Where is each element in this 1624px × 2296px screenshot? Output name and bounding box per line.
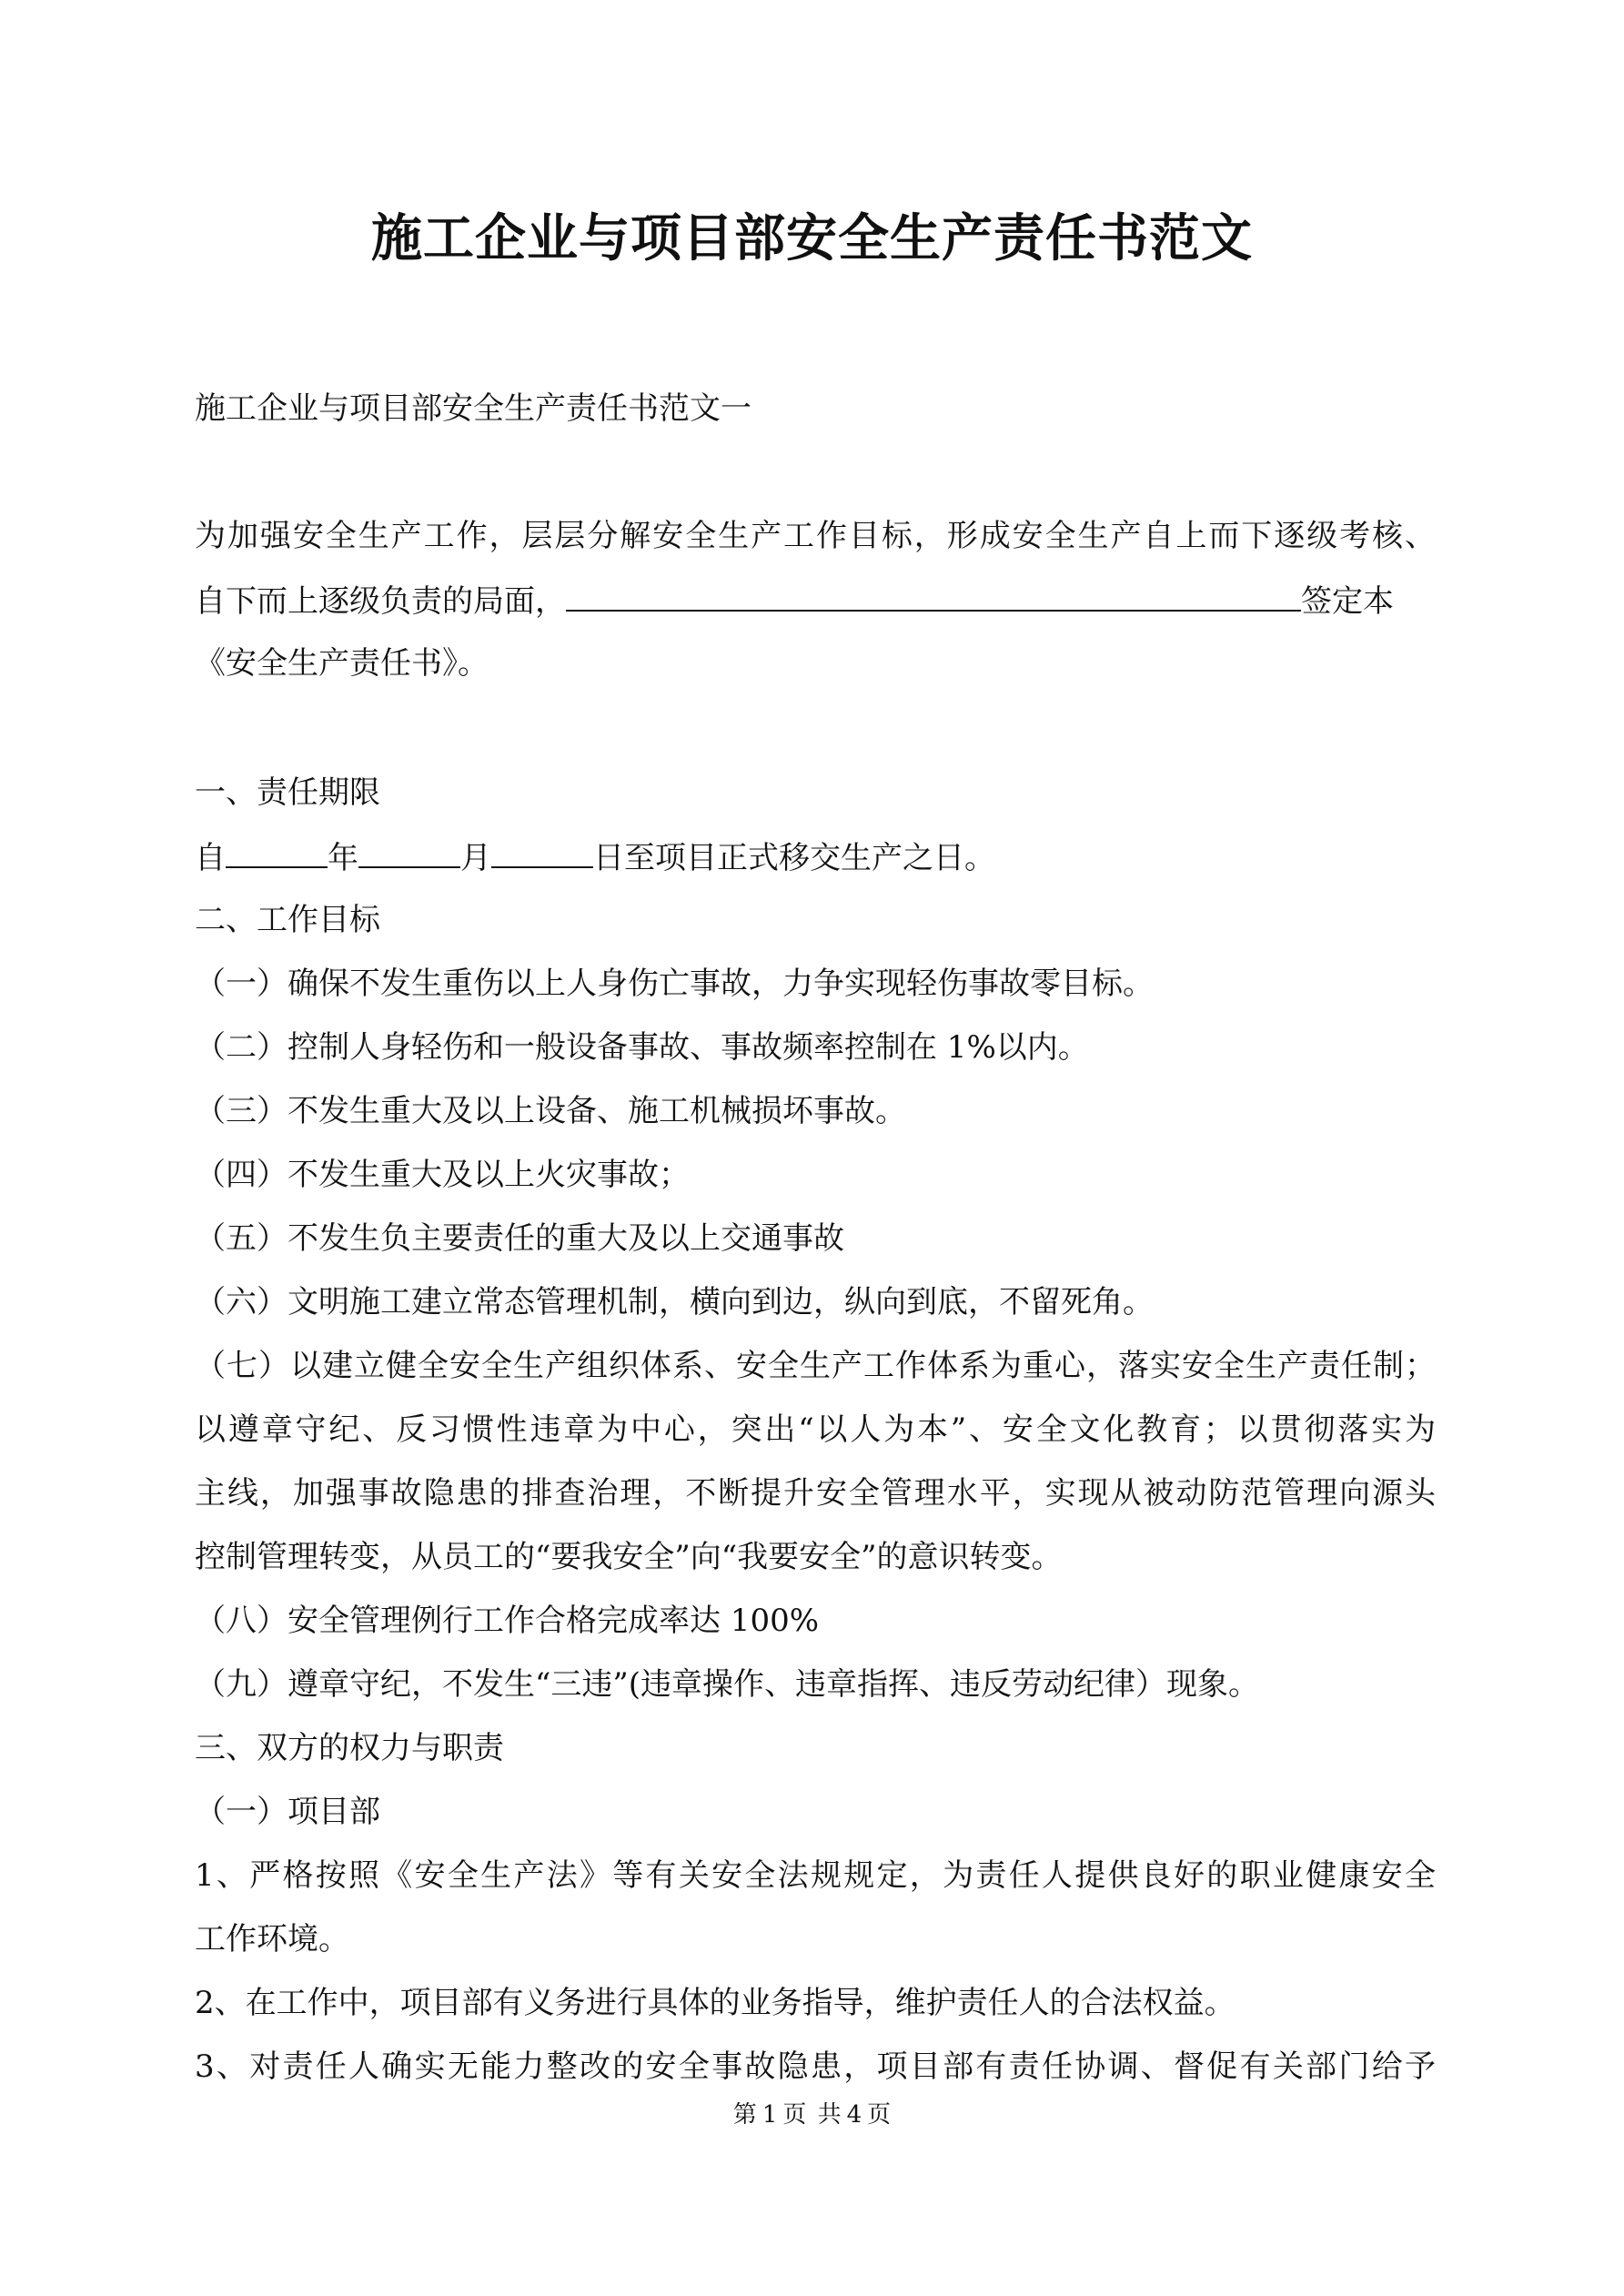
project-duty-1-line-2: 工作环境。 (195, 1921, 349, 1957)
project-duty-3-line-1: 3、对责任人确实无能力整改的安全事故隐患，项目部有责任协调、督促有关部门给予 (195, 2048, 1436, 2085)
goal-item-3: （三）不发生重大及以上设备、施工机械损坏事故。 (195, 1093, 906, 1129)
intro-line-2-end: 签定本 (1301, 583, 1394, 620)
goal-item-2: （二）控制人身轻伤和一般设备事故、事故频率控制在 1%以内。 (195, 1029, 1089, 1066)
month-label: 月 (460, 840, 491, 876)
day-blank (491, 835, 593, 868)
section-2-heading: 二、工作目标 (195, 902, 380, 938)
project-duty-1-line-1: 1、严格按照《安全生产法》等有关安全法规规定，为责任人提供良好的职业健康安全 (195, 1857, 1436, 1894)
document-title: 施工企业与项目部安全生产责任书范文 (371, 208, 1253, 268)
goal-item-5: （五）不发生负主要责任的重大及以上交通事故 (195, 1220, 844, 1257)
intro-line-3: 《安全生产责任书》。 (195, 645, 489, 682)
section-3-heading: 三、双方的权力与职责 (195, 1730, 504, 1766)
goal-item-6: （六）文明施工建立常态管理机制，横向到边，纵向到底，不留死角。 (195, 1284, 1154, 1320)
section-1-heading: 一、责任期限 (195, 774, 380, 811)
section-3-subheading-project: （一）项目部 (195, 1794, 380, 1830)
goal-item-7-line-4: 控制管理转变，从员工的“要我安全”向“我要安全”的意识转变。 (195, 1539, 1063, 1575)
document-subtitle: 施工企业与项目部安全生产责任书范文一 (195, 390, 751, 427)
intro-line-1: 为加强安全生产工作，层层分解安全生产工作目标，形成安全生产自上而下逐级考核、 (195, 518, 1436, 554)
page-prefix: 第 (732, 2101, 757, 2129)
goal-item-8: （八）安全管理例行工作合格完成率达 100% (195, 1603, 820, 1639)
month-blank (358, 835, 460, 868)
project-duty-2: 2、在工作中，项目部有义务进行具体的业务指导，维护责任人的合法权益。 (195, 1985, 1236, 2021)
goal-item-9: （九）遵章守纪，不发生“三违”(违章操作、违章指挥、违反劳动纪律）现象。 (195, 1666, 1260, 1703)
page-suffix: 页 (867, 2101, 892, 2129)
intro-line-2-start: 自下而上逐级负责的局面， (195, 583, 566, 620)
goal-item-7-line-2: 以遵章守纪、反习惯性违章为中心，突出“以人为本”、安全文化教育；以贯彻落实为 (195, 1411, 1436, 1448)
page-middle-text: 页 共 (782, 2101, 842, 2129)
goal-item-7-line-3: 主线，加强事故隐患的排查治理，不断提升安全管理水平，实现从被动防范管理向源头 (195, 1475, 1436, 1512)
page-footer (0, 2099, 1624, 2131)
page-total-number: 4 (846, 2101, 862, 2129)
goal-item-1: （一）确保不发生重伤以上人身伤亡事故，力争实现轻伤事故零目标。 (195, 966, 1154, 1002)
responsibility-period (195, 835, 995, 879)
period-start-label: 自 (195, 840, 226, 876)
intro-line-2 (195, 579, 1436, 622)
period-end-text: 日至项目正式移交生产之日。 (593, 840, 995, 876)
goal-item-7-line-1: （七）以建立健全安全生产组织体系、安全生产工作体系为重心，落实安全生产责任制； (195, 1348, 1436, 1384)
page-current-number: 1 (762, 2101, 778, 2129)
goal-item-4: （四）不发生重大及以上火灾事故； (195, 1157, 690, 1193)
year-blank (226, 835, 328, 868)
signing-party-blank (566, 579, 1301, 612)
year-label: 年 (328, 840, 358, 876)
